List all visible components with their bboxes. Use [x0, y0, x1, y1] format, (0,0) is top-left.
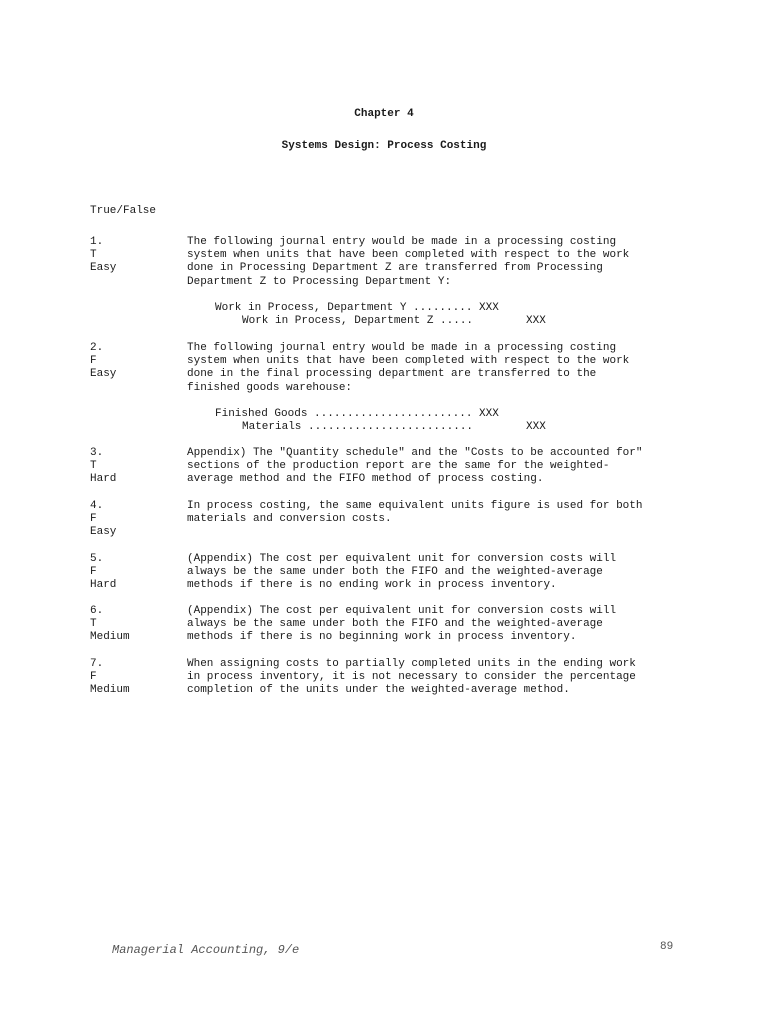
question-line: system when units that have been completed with respect to the work — [187, 355, 630, 368]
question-number: 1. — [90, 236, 104, 248]
question-line: sections of the production report are the same for the weighted- — [187, 460, 610, 473]
question-line: Department Z to Processing Department Y: — [187, 275, 452, 288]
question-text — [187, 236, 667, 289]
entry-credit-amount: XXX — [526, 421, 546, 433]
question-difficulty: Medium — [90, 631, 130, 644]
question-line: average method and the FIFO method of process costing. — [187, 473, 544, 486]
question-line: The following journal entry would be made in a processing costing — [187, 342, 617, 354]
journal-entry — [187, 302, 667, 328]
question-number: 3. — [90, 447, 104, 459]
chapter-title: Systems Design: Process Costing — [281, 140, 487, 152]
question-answer: T — [90, 618, 97, 631]
question-line: When assigning costs to partially completed units in the ending work — [187, 658, 636, 670]
question-difficulty: Hard — [90, 579, 117, 592]
question-line: (Appendix) The cost per equivalent unit for conversion costs will — [187, 553, 617, 565]
question-answer: F — [90, 355, 97, 368]
question-number: 4. — [90, 500, 104, 512]
question-line: done in the final processing department are transferred to the — [187, 368, 597, 381]
question-text — [187, 342, 667, 395]
question-number: 6. — [90, 605, 104, 617]
question-difficulty: Hard — [90, 473, 117, 486]
question-answer: F — [90, 513, 97, 526]
question-answer: F — [90, 671, 97, 684]
question-text — [187, 553, 667, 593]
question-line: always be the same under both the FIFO and the weighted-average — [187, 618, 603, 631]
question-line: in process inventory, it is not necessary to consider the percentage — [187, 671, 636, 684]
question-line: methods if there is no ending work in process inventory. — [187, 579, 557, 592]
question-number: 7. — [90, 658, 104, 670]
page-number: 89 — [660, 941, 674, 953]
question-text — [187, 500, 667, 526]
question-text — [187, 605, 667, 645]
question-line: completion of the units under the weighted-average method. — [187, 684, 570, 697]
question-line: The following journal entry would be made in a processing costing — [187, 236, 617, 248]
entry-debit-line: Work in Process, Department Y ......... XXX — [215, 301, 499, 314]
question-answer: T — [90, 249, 97, 262]
question-text — [187, 658, 667, 698]
entry-credit-line: Materials ......................... — [242, 421, 474, 433]
question-line: In process costing, the same equivalent units figure is used for both — [187, 500, 643, 512]
question-difficulty: Medium — [90, 684, 130, 697]
journal-entry — [187, 408, 667, 434]
question-line: done in Processing Department Z are transferred from Processing — [187, 262, 603, 275]
question-answer: T — [90, 460, 97, 473]
question-line: always be the same under both the FIFO and the weighted-average — [187, 566, 603, 579]
question-number: 2. — [90, 342, 104, 354]
question-difficulty: Easy — [90, 262, 117, 275]
question-line: finished goods warehouse: — [187, 381, 353, 394]
footer-book-title: Managerial Accounting, 9/e — [112, 943, 300, 957]
question-line: methods if there is no beginning work in process inventory. — [187, 631, 577, 644]
entry-credit-line: Work in Process, Department Z ..... — [242, 315, 474, 327]
question-answer: F — [90, 566, 97, 579]
question-difficulty: Easy — [90, 368, 117, 381]
question-line: materials and conversion costs. — [187, 513, 392, 526]
question-number: 5. — [90, 553, 104, 565]
question-line: system when units that have been completed with respect to the work — [187, 249, 630, 262]
chapter-heading: Chapter 4 — [354, 108, 414, 120]
entry-credit-amount: XXX — [526, 315, 546, 327]
question-text — [187, 447, 667, 487]
question-line: (Appendix) The cost per equivalent unit for conversion costs will — [187, 605, 617, 617]
section-title: True/False — [90, 205, 157, 217]
question-line: Appendix) The "Quantity schedule" and the "Costs to be accounted for" — [187, 447, 643, 459]
question-difficulty: Easy — [90, 526, 117, 539]
entry-debit-line: Finished Goods ........................ XXX — [215, 407, 499, 420]
